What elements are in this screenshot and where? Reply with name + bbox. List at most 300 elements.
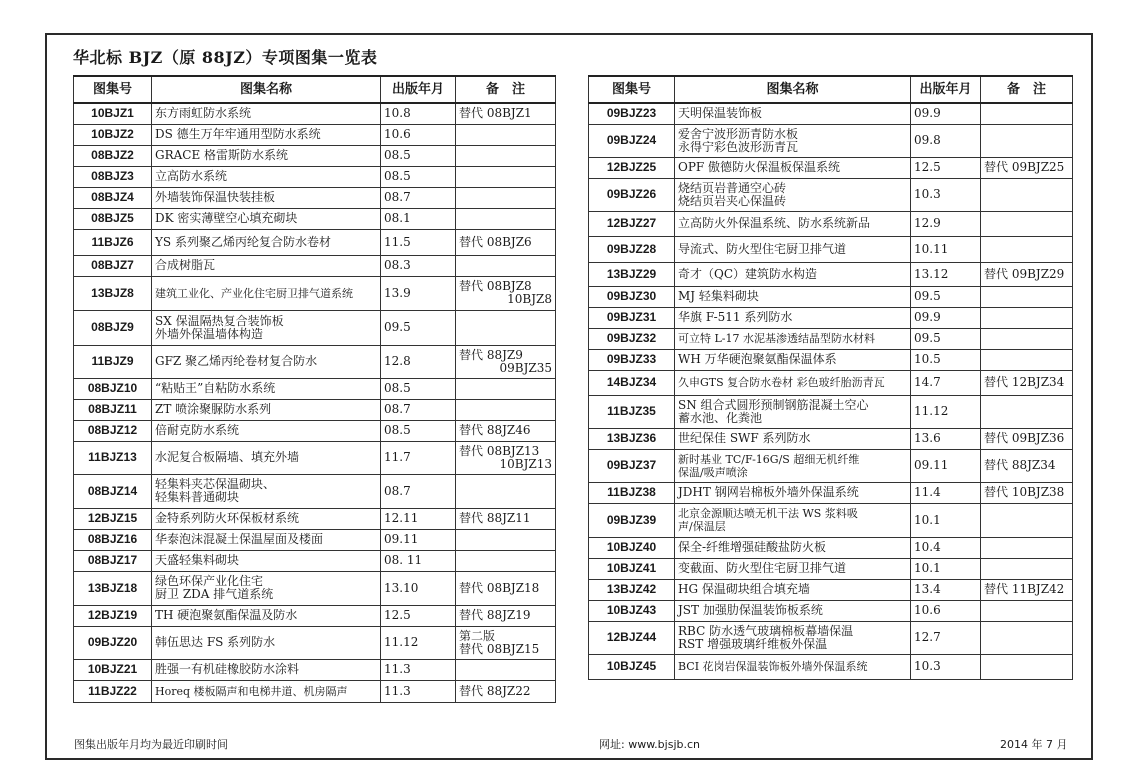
atlas-name-line: 轻集料普通砌块 [155, 490, 240, 504]
atlas-code: 08BJZ17 [74, 550, 152, 571]
remark [981, 103, 1073, 124]
remark [981, 124, 1073, 157]
table-row [74, 103, 556, 124]
atlas-code: 09BJZ30 [589, 286, 675, 307]
publish-date: 13.9 [381, 276, 456, 310]
atlas-code: 09BJZ24 [589, 124, 675, 157]
atlas-name-line: 建筑工业化、产业化住宅厨卫排气道系统 [155, 286, 353, 300]
atlas-name [152, 124, 381, 145]
atlas-code: 12BJZ25 [589, 157, 675, 178]
table-row [74, 166, 556, 187]
atlas-code: 08BJZ4 [74, 187, 152, 208]
table-row [589, 395, 1073, 428]
table-row [589, 349, 1073, 370]
atlas-name-line: DK 密实薄壁空心填充砌块 [155, 211, 298, 225]
remark [456, 229, 556, 255]
remark [981, 621, 1073, 654]
remark-line: 替代 08BJZ18 [459, 580, 540, 595]
atlas-name [152, 399, 381, 420]
remark-line: 替代 88JZ46 [459, 423, 531, 437]
table-row [74, 229, 556, 255]
table-row [74, 680, 556, 702]
publish-date: 08.7 [381, 399, 456, 420]
header-year: 出版年月 [381, 76, 456, 103]
atlas-name-line: 保温/吸声喷涂 [678, 465, 748, 479]
atlas-name-line: Horeq 楼板隔声和电梯井道、机房隔声 [155, 684, 348, 698]
publish-date: 08.1 [381, 208, 456, 229]
remark [456, 571, 556, 605]
atlas-name [152, 378, 381, 399]
table-row [589, 503, 1073, 537]
publish-date: 08.7 [381, 187, 456, 208]
atlas-name-line: 水泥复合板隔墙、填充外墙 [155, 450, 300, 464]
atlas-name [152, 529, 381, 550]
atlas-name [675, 579, 911, 600]
remark [456, 124, 556, 145]
atlas-name-line: 立高防水系统 [155, 169, 228, 183]
atlas-name-line: 华旗 F-511 系列防水 [678, 310, 793, 324]
atlas-code: 08BJZ16 [74, 529, 152, 550]
atlas-code: 11BJZ6 [74, 229, 152, 255]
table-row [589, 428, 1073, 449]
remark [456, 103, 556, 124]
remark [981, 370, 1073, 395]
publish-date: 09.8 [911, 124, 981, 157]
remark [456, 605, 556, 626]
header-code: 图集号 [74, 76, 152, 103]
table-row [74, 187, 556, 208]
table-row [589, 124, 1073, 157]
table-row [589, 579, 1073, 600]
remark [456, 378, 556, 399]
remark [456, 420, 556, 441]
atlas-code: 11BJZ13 [74, 441, 152, 474]
remark [981, 236, 1073, 262]
atlas-name-line: GFZ 聚乙烯丙纶卷材复合防水 [155, 354, 318, 368]
remark [456, 255, 556, 276]
atlas-name-line: 久申GTS 复合防水卷材 彩色玻纤胎沥青瓦 [678, 376, 885, 389]
publish-date: 09.11 [381, 529, 456, 550]
atlas-code: 08BJZ3 [74, 166, 152, 187]
atlas-name-line: SX 保温隔热复合装饰板 [155, 313, 284, 328]
remark [981, 349, 1073, 370]
atlas-name-line: 烧结页岩普通空心砖 [678, 180, 787, 195]
atlas-name [675, 262, 911, 286]
remark-line: 替代 10BJZ38 [984, 485, 1065, 499]
remark [456, 208, 556, 229]
atlas-name [675, 236, 911, 262]
atlas-name-line: 爱舍宁波形沥青防水板 [678, 126, 799, 141]
atlas-name [152, 420, 381, 441]
atlas-code: 10BJZ2 [74, 124, 152, 145]
remark [981, 428, 1073, 449]
atlas-code: 14BJZ34 [589, 370, 675, 395]
atlas-name-line: 天盛轻集料砌块 [155, 553, 240, 567]
table-row [74, 420, 556, 441]
publish-date: 10.6 [911, 600, 981, 621]
publish-date: 13.10 [381, 571, 456, 605]
publish-date: 11.3 [381, 680, 456, 702]
publish-date: 10.11 [911, 236, 981, 262]
table-row [74, 550, 556, 571]
table-row [589, 211, 1073, 236]
atlas-code: 13BJZ29 [589, 262, 675, 286]
remark-line: 替代 12BJZ34 [984, 375, 1065, 389]
atlas-code: 08BJZ9 [74, 310, 152, 345]
table-row [589, 262, 1073, 286]
remark-line: 09BJZ35 [499, 360, 552, 375]
atlas-name-line: DS 德生万年牢通用型防水系统 [155, 127, 321, 141]
table-row [74, 508, 556, 529]
remark [456, 166, 556, 187]
remark [456, 550, 556, 571]
atlas-name [152, 255, 381, 276]
atlas-name-line: 外墙装饰保温快装挂板 [155, 190, 276, 204]
publish-date: 13.12 [911, 262, 981, 286]
atlas-name-line: JDHT 钢网岩棉板外墙外保温系统 [678, 485, 859, 499]
atlas-name-line: 金特系列防火环保板材系统 [155, 511, 300, 525]
remark [981, 286, 1073, 307]
table-row [589, 537, 1073, 558]
remark [981, 558, 1073, 579]
atlas-name [675, 307, 911, 328]
remark [456, 626, 556, 659]
atlas-code: 10BJZ21 [74, 659, 152, 680]
remark [456, 310, 556, 345]
atlas-name-line: BCI 花岗岩保温装饰板外墙外保温系统 [678, 660, 868, 673]
atlas-name [675, 654, 911, 679]
atlas-name-line: HG 保温砌块组合填充墙 [678, 582, 810, 596]
remark [456, 276, 556, 310]
atlas-code: 09BJZ32 [589, 328, 675, 349]
atlas-name-line: 绿色环保产业化住宅 [155, 574, 264, 588]
table-row [74, 605, 556, 626]
atlas-name [675, 482, 911, 503]
publish-date: 10.4 [911, 537, 981, 558]
remark-line: 替代 08BJZ13 [459, 443, 540, 458]
remark-line: 10BJZ13 [499, 456, 552, 471]
table-row [74, 145, 556, 166]
table-row [74, 529, 556, 550]
publish-date: 08.5 [381, 145, 456, 166]
atlas-code: 12BJZ15 [74, 508, 152, 529]
atlas-code: 13BJZ18 [74, 571, 152, 605]
atlas-name-line: YS 系列聚乙烯丙纶复合防水卷材 [155, 234, 331, 249]
atlas-name [675, 370, 911, 395]
atlas-name [675, 600, 911, 621]
atlas-name-line: JST 加强肋保温装饰板系统 [678, 603, 823, 617]
remark-line: 替代 88JZ19 [459, 608, 531, 622]
publish-date: 08.5 [381, 378, 456, 399]
table-row [589, 103, 1073, 124]
atlas-name-line: 华泰泡沫混凝土保温屋面及楼面 [155, 532, 324, 546]
table-row [589, 157, 1073, 178]
atlas-name [675, 395, 911, 428]
atlas-name-line: 合成树脂瓦 [155, 258, 216, 272]
remark-line: 替代 08BJZ8 [459, 279, 532, 293]
remark-line: 替代 88JZ34 [984, 458, 1056, 472]
atlas-name [152, 103, 381, 124]
table-row [74, 255, 556, 276]
remark-line: 10BJZ8 [507, 292, 552, 306]
remark [981, 503, 1073, 537]
atlas-code: 11BJZ22 [74, 680, 152, 702]
publish-date: 13.4 [911, 579, 981, 600]
remark [981, 328, 1073, 349]
atlas-name [675, 503, 911, 537]
remark-line: 替代 08BJZ1 [459, 106, 532, 121]
atlas-name-line: 立高防火外保温系统、防水系统新品 [678, 216, 871, 230]
atlas-name-line: 奇才（QC）建筑防水构造 [678, 266, 818, 281]
publish-date: 11.5 [381, 229, 456, 255]
table-row [589, 178, 1073, 211]
atlas-code: 09BJZ37 [589, 449, 675, 482]
publish-date: 10.3 [911, 654, 981, 679]
atlas-code: 09BJZ33 [589, 349, 675, 370]
atlas-code: 09BJZ31 [589, 307, 675, 328]
table-row [589, 449, 1073, 482]
atlas-code: 08BJZ14 [74, 474, 152, 508]
publish-date: 09.5 [911, 328, 981, 349]
remark-line: 替代 88JZ9 [459, 347, 523, 362]
atlas-name-line: 天明保温装饰板 [678, 106, 763, 121]
publish-date: 08.5 [381, 166, 456, 187]
publish-date: 10.8 [381, 103, 456, 124]
table-row [74, 571, 556, 605]
atlas-name [152, 345, 381, 378]
header-note: 备 注 [981, 76, 1073, 103]
publish-date: 09.9 [911, 103, 981, 124]
remark-line: 替代 09BJZ36 [984, 431, 1065, 445]
atlas-name-line: GRACE 格雷斯防水系统 [155, 148, 289, 162]
atlas-name [152, 310, 381, 345]
remark-line: 替代 09BJZ29 [984, 266, 1065, 281]
publish-date: 11.3 [381, 659, 456, 680]
publish-date: 11.7 [381, 441, 456, 474]
atlas-code: 08BJZ11 [74, 399, 152, 420]
atlas-code: 08BJZ7 [74, 255, 152, 276]
atlas-name [152, 145, 381, 166]
header-name: 图集名称 [152, 76, 381, 103]
table-row [74, 441, 556, 474]
atlas-name-line: 可立特 L-17 水泥基渗透结晶型防水材料 [678, 332, 876, 345]
remark [981, 654, 1073, 679]
remark [456, 399, 556, 420]
atlas-name-line: 胜强一有机硅橡胶防水涂料 [155, 662, 300, 676]
atlas-name-line: 东方雨虹防水系统 [155, 106, 252, 121]
atlas-name [675, 286, 911, 307]
table-row [74, 659, 556, 680]
remark-line: 替代 08BJZ15 [459, 641, 540, 656]
publish-date: 12.7 [911, 621, 981, 654]
atlas-name-line: OPF 傲德防火保温板保温系统 [678, 160, 841, 174]
publish-date: 09.11 [911, 449, 981, 482]
remark [981, 600, 1073, 621]
publish-date: 11.4 [911, 482, 981, 503]
remark [456, 508, 556, 529]
remark [456, 529, 556, 550]
publish-date: 12.8 [381, 345, 456, 378]
atlas-name-line: 声/保温层 [678, 520, 726, 533]
atlas-name-line: SN 组合式圆形预制钢筋混凝土空心 [678, 397, 869, 412]
table-row [74, 310, 556, 345]
header-name: 图集名称 [675, 76, 911, 103]
atlas-code: 08BJZ2 [74, 145, 152, 166]
remark [456, 145, 556, 166]
atlas-code: 08BJZ10 [74, 378, 152, 399]
publish-date: 12.5 [381, 605, 456, 626]
remark [981, 307, 1073, 328]
catalog-table-left [73, 75, 556, 703]
table-row [589, 328, 1073, 349]
atlas-name [152, 659, 381, 680]
remark [456, 345, 556, 378]
table-row [589, 370, 1073, 395]
atlas-code: 09BJZ26 [589, 178, 675, 211]
publish-date: 12.5 [911, 157, 981, 178]
atlas-code: 13BJZ8 [74, 276, 152, 310]
publish-date: 08.7 [381, 474, 456, 508]
publish-date: 14.7 [911, 370, 981, 395]
remark-line: 替代 09BJZ25 [984, 160, 1065, 174]
table-row [589, 236, 1073, 262]
atlas-name [675, 328, 911, 349]
atlas-name-line: 变截面、防火型住宅厨卫排气道 [678, 561, 847, 575]
publish-date: 08.5 [381, 420, 456, 441]
atlas-code: 12BJZ44 [589, 621, 675, 654]
atlas-name [675, 621, 911, 654]
atlas-code: 09BJZ39 [589, 503, 675, 537]
remark [981, 537, 1073, 558]
atlas-name [152, 474, 381, 508]
atlas-name [152, 166, 381, 187]
atlas-name [675, 349, 911, 370]
atlas-code: 09BJZ28 [589, 236, 675, 262]
atlas-code: 11BJZ38 [589, 482, 675, 503]
atlas-code: 13BJZ36 [589, 428, 675, 449]
atlas-name-line: WH 万华硬泡聚氨酯保温体系 [678, 352, 837, 366]
table-row [74, 345, 556, 378]
atlas-name [152, 680, 381, 702]
header-year: 出版年月 [911, 76, 981, 103]
publish-date: 12.9 [911, 211, 981, 236]
atlas-code: 09BJZ20 [74, 626, 152, 659]
table-row [74, 474, 556, 508]
atlas-code: 11BJZ35 [589, 395, 675, 428]
atlas-name-line: 保全-纤维增强硅酸盐防火板 [678, 540, 827, 554]
publish-date: 10.3 [911, 178, 981, 211]
atlas-name [675, 103, 911, 124]
atlas-name [152, 508, 381, 529]
remark [981, 262, 1073, 286]
remark [981, 157, 1073, 178]
table-row [74, 124, 556, 145]
publish-date: 09.9 [911, 307, 981, 328]
atlas-code: 10BJZ45 [589, 654, 675, 679]
atlas-name [152, 550, 381, 571]
table-row [589, 600, 1073, 621]
publish-date: 09.5 [911, 286, 981, 307]
atlas-name [675, 178, 911, 211]
atlas-name [675, 124, 911, 157]
publish-date: 10.1 [911, 503, 981, 537]
atlas-name-line: 外墙外保温墙体构造 [155, 326, 264, 341]
header-note: 备 注 [456, 76, 556, 103]
remark [981, 482, 1073, 503]
remark [981, 211, 1073, 236]
footer-note: 图集出版年月均为最近印刷时间 [74, 738, 228, 751]
atlas-name-line: 北京金源顺达喷无机干法 WS 浆料吸 [678, 507, 858, 520]
header-code: 图集号 [589, 76, 675, 103]
publish-date: 11.12 [381, 626, 456, 659]
remark [456, 474, 556, 508]
remark-line: 替代 08BJZ6 [459, 234, 532, 249]
atlas-name-line: 厨卫 ZDA 排气道系统 [155, 587, 274, 601]
remark-line: 第二版 [459, 628, 496, 643]
remark [456, 659, 556, 680]
atlas-name-line: 世纪保佳 SWF 系列防水 [678, 431, 811, 445]
atlas-code: 12BJZ27 [589, 211, 675, 236]
remark [456, 187, 556, 208]
atlas-code: 08BJZ12 [74, 420, 152, 441]
atlas-code: 11BJZ9 [74, 345, 152, 378]
atlas-name [152, 626, 381, 659]
remark [981, 449, 1073, 482]
atlas-name-line: 烧结页岩夹心保温砖 [678, 193, 787, 208]
atlas-name-line: MJ 轻集料砌块 [678, 289, 759, 303]
footer-website: 网址: www.bjsjb.cn [599, 738, 701, 751]
atlas-name-line: “粘贴王”自粘防水系统 [155, 381, 276, 395]
publish-date: 09.5 [381, 310, 456, 345]
atlas-name-line: 永得宁彩色波形沥青瓦 [678, 139, 799, 154]
atlas-code: 12BJZ19 [74, 605, 152, 626]
atlas-name [152, 276, 381, 310]
publish-date: 10.1 [911, 558, 981, 579]
atlas-code: 13BJZ42 [589, 579, 675, 600]
table-row [589, 307, 1073, 328]
table-row [589, 482, 1073, 503]
atlas-name-line: 韩伍思达 FS 系列防水 [155, 635, 276, 649]
atlas-name [152, 441, 381, 474]
table-row [589, 654, 1073, 679]
table-row [74, 399, 556, 420]
atlas-code: 09BJZ23 [589, 103, 675, 124]
publish-date: 13.6 [911, 428, 981, 449]
remark [456, 441, 556, 474]
remark [981, 395, 1073, 428]
publish-date: 10.6 [381, 124, 456, 145]
remark-line: 替代 11BJZ42 [984, 582, 1065, 596]
atlas-name-line: 倍耐克防水系统 [155, 423, 240, 437]
atlas-name-line: RST 增强玻璃纤维板外保温 [678, 636, 828, 651]
atlas-name [152, 229, 381, 255]
catalog-table-right [588, 75, 1073, 680]
atlas-name [675, 157, 911, 178]
table-row [589, 286, 1073, 307]
table-row [589, 558, 1073, 579]
atlas-code: 10BJZ41 [589, 558, 675, 579]
page-title: 华北标 BJZ（原 88JZ）专项图集一览表 [73, 48, 378, 67]
publish-date: 08. 11 [381, 550, 456, 571]
atlas-name [675, 211, 911, 236]
publish-date: 11.12 [911, 395, 981, 428]
publish-date: 12.11 [381, 508, 456, 529]
atlas-code: 08BJZ5 [74, 208, 152, 229]
publish-date: 10.5 [911, 349, 981, 370]
atlas-name-line: TH 硬泡聚氨酯保温及防水 [155, 608, 298, 622]
remark [456, 680, 556, 702]
atlas-code: 10BJZ40 [589, 537, 675, 558]
